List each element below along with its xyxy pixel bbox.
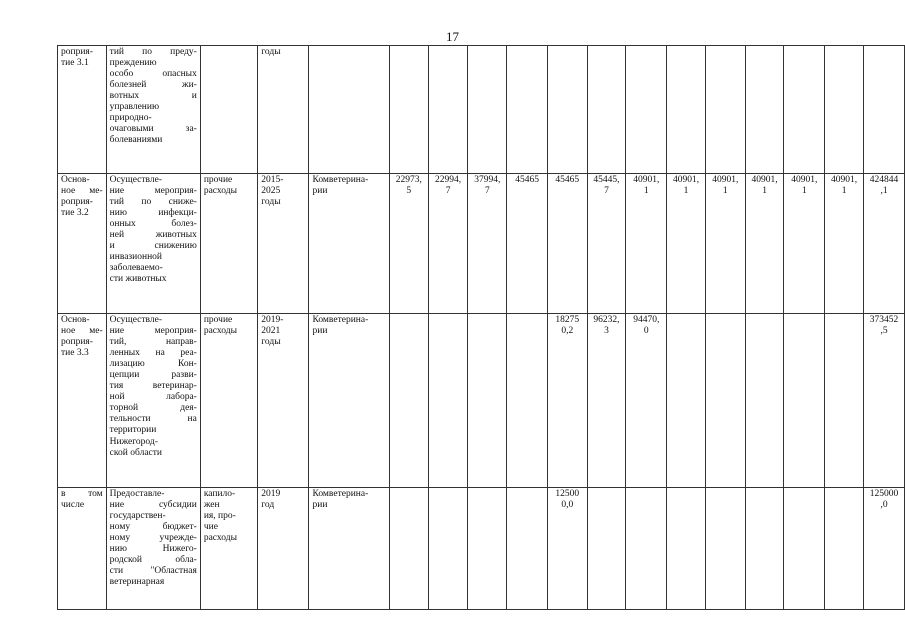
funding-value-cell (745, 46, 784, 174)
funding-value-cell (547, 488, 587, 610)
measure-description-cell-line: заболеваемо- (109, 263, 163, 274)
executor-cell-line: рии (312, 500, 328, 511)
funding-value-line: ,1 (880, 186, 888, 197)
measure-description-cell-line: ской области (109, 447, 162, 458)
measure-description-cell-line: сти животных (109, 274, 167, 285)
funding-value-line: 7 (484, 186, 490, 197)
funding-value-cell (864, 46, 905, 174)
funding-value-cell (547, 46, 587, 174)
executor-cell-line: Комветеринa- (312, 175, 369, 185)
measure-description-cell-line: Осуществле- (109, 315, 162, 325)
measure-description-cell-line: болезней жи- (109, 80, 197, 91)
funding-value-line: 40901, (633, 175, 660, 185)
funding-value-line: 40901, (831, 175, 858, 185)
measure-description-cell (106, 46, 200, 174)
funding-value-cell (745, 174, 784, 314)
funding-value-cell (667, 314, 706, 488)
measure-description-cell-line: ние субсидии (109, 500, 197, 511)
funding-value-line: ,0 (880, 500, 888, 511)
funding-value-line: 1 (801, 186, 807, 197)
funding-value-line: 96232, (593, 315, 620, 325)
expense-type-cell-line: прочие (203, 315, 233, 325)
executor-cell (309, 46, 389, 174)
measure-description-cell-line: сти "Областная (109, 566, 197, 577)
measure-description-cell-line: тий, направ- (109, 337, 197, 348)
executor-cell-line: рии (312, 326, 328, 337)
period-cell-line: год (261, 500, 275, 511)
measure-name-cell (58, 46, 107, 174)
measure-name-cell-line: тие 3.2 (61, 208, 89, 219)
funding-value-cell (587, 174, 626, 314)
funding-value-cell (825, 314, 864, 488)
measure-description-cell-line: онных болез- (109, 219, 197, 230)
funding-value-cell (547, 174, 587, 314)
measure-description-cell-line: Нижегород- (109, 436, 158, 447)
expense-type-cell-line: прочие (203, 175, 233, 185)
period-cell (258, 314, 309, 488)
page-number: 17 (446, 29, 459, 44)
funding-value-cell (587, 46, 626, 174)
funding-value-cell (784, 174, 825, 314)
measure-description-cell-line: территории (109, 425, 157, 436)
funding-value-line: 424844 (869, 175, 899, 185)
funding-value-line: 40901, (791, 175, 818, 185)
funding-value-cell (626, 488, 667, 610)
measure-description-cell-line: вотных и (109, 91, 197, 102)
measure-description-cell-line: тия ветеринар- (109, 381, 197, 392)
period-cell-line: годы (261, 197, 281, 208)
measure-name-cell-line: ное ме- (61, 186, 103, 197)
funding-value-line: 45465 (555, 175, 580, 185)
funding-value-cell (587, 314, 626, 488)
funding-value-cell (745, 314, 784, 488)
funding-value-line: 94470, (633, 315, 660, 325)
table-row (58, 46, 905, 174)
executor-cell-line: рии (312, 186, 328, 197)
measure-description-cell-line: Предоставле- (109, 489, 165, 499)
funding-value-line: 40901, (672, 175, 700, 185)
measure-description-cell-line: особо опасных (109, 69, 197, 80)
measure-description-cell (106, 174, 200, 314)
funding-value-line: 18275 (555, 315, 580, 325)
executor-cell (309, 174, 389, 314)
period-cell (258, 488, 309, 610)
period-cell-line: годы (261, 47, 281, 57)
funding-value-cell (389, 314, 428, 488)
funding-value-cell (507, 314, 548, 488)
period-cell (258, 46, 309, 174)
measure-name-cell-line: Основ- (61, 315, 90, 325)
expense-type-cell (200, 174, 257, 314)
expense-type-cell-line: расходы (203, 326, 237, 337)
funding-value-cell (705, 174, 745, 314)
table-row (58, 174, 905, 314)
funding-value-cell (745, 488, 784, 610)
funding-value-line: 1 (841, 186, 847, 197)
measure-description-cell-line: нию инфекци- (109, 208, 197, 219)
period-cell-line: 2019- (261, 315, 284, 325)
funding-value-line: 1 (683, 186, 689, 197)
funding-value-cell (389, 174, 428, 314)
funding-value-cell (864, 314, 905, 488)
measure-description-cell-line: тий по преду- (109, 47, 197, 57)
funding-value-line: 3 (604, 326, 609, 337)
funding-value-cell (468, 46, 507, 174)
measure-description-cell-line: ней животных (109, 230, 197, 241)
measure-name-cell-line: роприя- (61, 47, 93, 57)
funding-value-cell (468, 174, 507, 314)
measure-description-cell-line: ному бюджет- (109, 522, 197, 533)
measure-description-cell-line: государствен- (109, 511, 166, 522)
funding-value-cell (825, 174, 864, 314)
expense-type-cell-line: расходы (203, 186, 237, 197)
funding-value-line: 5 (406, 186, 412, 197)
funding-value-line: 7 (604, 186, 609, 197)
measure-description-cell (106, 488, 200, 610)
funding-value-cell (825, 488, 864, 610)
measure-description-cell-line: болеваниями (109, 135, 163, 146)
measure-description-cell-line: очаговыми за- (109, 124, 197, 135)
funding-value-line: 0 (643, 326, 649, 337)
funding-value-cell (626, 314, 667, 488)
measure-description-cell-line: лизацию Кон- (109, 359, 197, 370)
executor-cell-line: Комветеринa- (312, 489, 369, 499)
funding-value-cell (428, 488, 468, 610)
measure-description-cell (106, 314, 200, 488)
measure-description-cell-line: торной дея- (109, 403, 197, 414)
funding-value-line: 40901, (712, 175, 739, 185)
funding-value-cell (864, 174, 905, 314)
funding-value-cell (389, 488, 428, 610)
measure-name-cell (58, 488, 107, 610)
funding-value-line: 0,0 (561, 500, 574, 511)
measure-description-cell-line: тий по сниже- (109, 197, 197, 208)
measure-description-cell-line: тельности на (109, 414, 197, 425)
funding-value-line: 22973, (395, 175, 422, 185)
funding-value-cell (428, 174, 468, 314)
funding-value-line: 22994, (435, 175, 462, 185)
executor-cell (309, 488, 389, 610)
measure-name-cell-line: ное ме- (61, 326, 103, 337)
funding-value-cell (428, 314, 468, 488)
table-row (58, 314, 905, 488)
period-cell (258, 174, 309, 314)
expense-type-cell (200, 46, 257, 174)
funding-value-line: 12500 (555, 489, 580, 499)
funding-value-cell (468, 488, 507, 610)
funding-value-line: ,5 (880, 326, 888, 337)
measure-name-cell (58, 174, 107, 314)
measure-name-cell-line: тие 3.3 (61, 348, 89, 359)
funding-value-cell (507, 174, 548, 314)
funding-value-cell (507, 488, 548, 610)
measure-description-cell-line: управлению (109, 102, 160, 113)
funding-value-cell (667, 174, 706, 314)
funding-value-cell (667, 46, 706, 174)
measure-description-cell-line: ленных на реа- (109, 348, 197, 359)
funding-value-cell (825, 46, 864, 174)
measure-description-cell-line: цепции разви- (109, 370, 197, 381)
funding-value-cell (784, 488, 825, 610)
measure-description-cell-line: родской обла- (109, 555, 197, 566)
executor-cell (309, 314, 389, 488)
measure-name-cell-line: тие 3.1 (61, 58, 89, 69)
table-row (58, 488, 905, 610)
measure-description-cell-line: ной лабора- (109, 392, 197, 403)
funding-value-cell (864, 488, 905, 610)
funding-value-cell (784, 314, 825, 488)
measure-name-cell-line: роприя- (61, 197, 93, 208)
funding-value-cell (428, 46, 468, 174)
funding-value-cell (587, 488, 626, 610)
funding-value-cell (468, 314, 507, 488)
funding-value-cell (626, 46, 667, 174)
executor-cell-line: Комветеринa- (312, 315, 369, 325)
measure-name-cell-line: Основ- (61, 175, 90, 185)
funding-value-cell (784, 46, 825, 174)
funding-value-line: 45445, (593, 175, 620, 185)
funding-value-line: 1 (643, 186, 649, 197)
budget-table (57, 45, 905, 610)
funding-value-line: 7 (445, 186, 451, 197)
measure-description-cell-line: ветеринарная (109, 577, 165, 588)
funding-value-cell (705, 314, 745, 488)
funding-value-cell (626, 174, 667, 314)
expense-type-cell (200, 314, 257, 488)
funding-value-line: 40901, (751, 175, 778, 185)
funding-value-cell (705, 488, 745, 610)
expense-type-cell-line: чие (203, 522, 218, 533)
funding-value-cell (507, 46, 548, 174)
funding-value-cell (667, 488, 706, 610)
measure-description-cell-line: инвазионной (109, 252, 163, 263)
period-cell-line: 2021 (261, 326, 281, 337)
measure-name-cell-line: числе (61, 500, 85, 511)
funding-value-line: 1 (722, 186, 728, 197)
funding-value-line: 0,2 (561, 326, 574, 337)
funding-value-cell (547, 314, 587, 488)
measure-name-cell (58, 314, 107, 488)
funding-value-line: 373452 (869, 315, 899, 325)
measure-description-cell-line: ние мероприя- (109, 186, 197, 197)
measure-description-cell-line: ному учрежде- (109, 533, 197, 544)
measure-name-cell-line: роприя- (61, 337, 93, 348)
expense-type-cell (200, 488, 257, 610)
period-cell-line: 2025 (261, 186, 281, 197)
funding-value-line: 1 (762, 186, 767, 197)
funding-value-line: 45465 (515, 175, 539, 185)
measure-description-cell-line: природно- (109, 113, 152, 124)
funding-value-cell (705, 46, 745, 174)
period-cell-line: 2019 (261, 489, 281, 499)
measure-description-cell-line: и снижению (109, 241, 197, 252)
funding-value-line: 37994, (474, 175, 501, 185)
expense-type-cell-line: жен (203, 500, 220, 511)
funding-value-line: 125000 (869, 489, 899, 499)
measure-description-cell-line: ние мероприя- (109, 326, 197, 337)
period-cell-line: 2015- (261, 175, 284, 185)
measure-description-cell-line: нию Нижего- (109, 544, 197, 555)
expense-type-cell-line: капило- (203, 489, 236, 499)
measure-description-cell-line: Осуществле- (109, 175, 162, 185)
period-cell-line: годы (261, 337, 281, 348)
funding-value-cell (389, 46, 428, 174)
measure-name-cell-line: в том (61, 489, 103, 499)
expense-type-cell-line: ия, про- (203, 511, 236, 522)
expense-type-cell-line: расходы (203, 533, 237, 544)
measure-description-cell-line: преждению (109, 58, 157, 69)
